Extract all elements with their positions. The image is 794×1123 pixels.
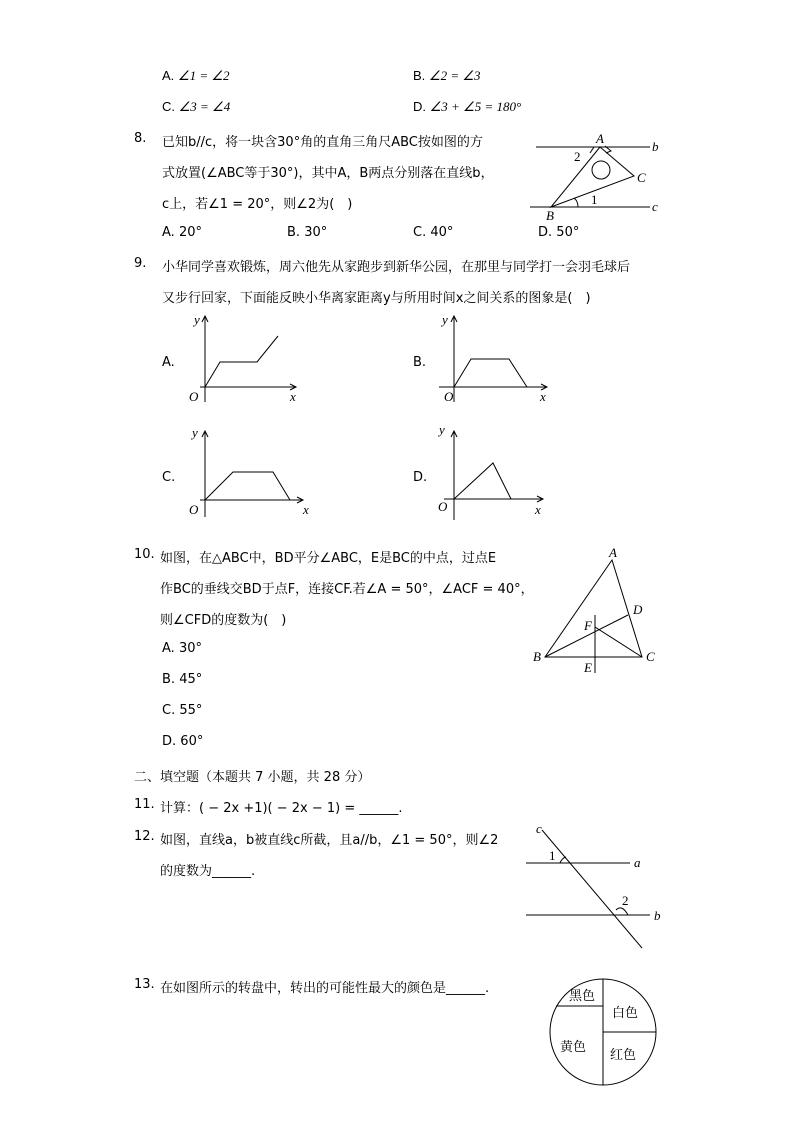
label-b-point: B (546, 208, 554, 223)
q9-graph-c (185, 425, 310, 520)
label-a: A (596, 131, 604, 146)
label-c-point: C (637, 170, 646, 185)
segment-cf (595, 627, 642, 657)
svg-text:O: O (189, 389, 199, 404)
svg-text:x: x (290, 389, 296, 404)
q12-stem-line-2: 的度数为______. (160, 864, 256, 879)
svg-text:E: E (584, 660, 592, 675)
q9-graph-a (185, 312, 305, 407)
angle1-arc (574, 198, 578, 207)
svg-text:y: y (194, 312, 200, 327)
q9-stem-line-1: 小华同学喜欢锻炼，周六他先从家跑步到新华公园，在那里与同学打一会羽毛球后 (162, 260, 631, 275)
line-c (542, 830, 642, 948)
q10-option-b: B. 45° (162, 672, 203, 687)
q10-number: 10. (134, 547, 155, 562)
label-c-line: c (652, 199, 658, 214)
svg-text:B: B (533, 649, 541, 664)
q12-figure (522, 822, 672, 952)
q8-stem-line-1: 已知b//c，将一块含30°角的直角三角尺ABC按如图的方 (162, 135, 483, 150)
q9-graph-c-label: C. (162, 470, 176, 485)
graph-c-curve (205, 472, 290, 500)
label-b: b (652, 139, 659, 154)
q13-number: 13. (134, 977, 155, 992)
q8-stem-line-3: c上，若∠1 = 20°，则∠2为( ) (162, 197, 353, 212)
q7-option-c: C. ∠3 = ∠4 (162, 99, 231, 114)
label-angle-2: 2 (574, 149, 581, 164)
angle2-arc (616, 908, 628, 915)
q10-stem-line-2: 作BC的垂线交BD于点F，连接CF.若∠A = 50°，∠ACF = 40°， (160, 582, 534, 597)
svg-text:c: c (536, 821, 542, 836)
q7-option-b: B. ∠2 = ∠3 (413, 68, 481, 83)
q8-option-d: D. 50° (538, 225, 580, 240)
q7-option-a: A. ∠1 = ∠2 (162, 68, 230, 83)
triangle-abc (545, 560, 642, 657)
svg-text:2: 2 (622, 893, 629, 908)
sector-white: 白色 (612, 1006, 639, 1021)
svg-text:a: a (634, 855, 641, 870)
q10-option-a: A. 30° (162, 641, 202, 656)
q8-figure (530, 130, 670, 222)
svg-text:1: 1 (549, 848, 556, 863)
q9-graph-d-label: D. (413, 470, 428, 485)
q13-spinner (548, 976, 660, 1088)
q8-number: 8. (134, 131, 147, 146)
graph-a-curve (205, 336, 278, 387)
q13-stem: 在如图所示的转盘中，转出的可能性最大的颜色是______. (160, 981, 490, 996)
q12-number: 12. (134, 829, 155, 844)
svg-text:D: D (633, 602, 643, 617)
q9-graph-d (434, 422, 554, 522)
svg-text:C: C (646, 649, 655, 664)
label-angle-1: 1 (591, 192, 598, 207)
svg-text:x: x (303, 502, 309, 517)
q10-figure (530, 545, 670, 680)
q9-graph-b (434, 312, 554, 407)
q9-stem-line-2: 又步行回家，下面能反映小华离家距离y与所用时间x之间关系的图象是( ) (162, 291, 591, 306)
svg-text:F: F (584, 618, 592, 633)
svg-text:O: O (444, 389, 454, 404)
section-title: 二、填空题（本题共 7 小题，共 28 分） (134, 770, 371, 785)
q12-stem-line-1: 如图，直线a，b被直线c所截，且a//b，∠1 = 50°，则∠2 (160, 833, 499, 848)
svg-text:O: O (189, 502, 199, 517)
q10-option-c: C. 55° (162, 703, 203, 718)
svg-text:y: y (439, 422, 445, 437)
graph-b-curve (454, 359, 527, 387)
svg-text:x: x (540, 389, 546, 404)
q8-stem-line-2: 式放置(∠ABC等于30°)，其中A，B两点分别落在直线b， (162, 166, 494, 181)
svg-text:O: O (438, 499, 448, 514)
angle2-arc (590, 147, 594, 153)
svg-text:y: y (442, 312, 448, 327)
svg-text:x: x (535, 502, 541, 517)
q7-option-d: D. ∠3 + ∠5 = 180° (413, 99, 522, 114)
q8-option-c: C. 40° (413, 225, 454, 240)
q10-stem-line-1: 如图，在△ABC中，BD平分∠ABC，E是BC的中点，过点E (160, 551, 497, 566)
triangle-hole (592, 161, 610, 179)
sector-red: 红色 (610, 1048, 637, 1063)
q10-stem-line-3: 则∠CFD的度数为( ) (160, 613, 287, 628)
svg-text:y: y (192, 425, 198, 440)
q10-option-d: D. 60° (162, 734, 204, 749)
q11-number: 11. (134, 797, 155, 812)
sector-yellow: 黄色 (560, 1040, 587, 1055)
svg-text:A: A (609, 545, 617, 560)
q11-stem: 计算：( − 2x +1)( − 2x − 1) = ______. (160, 801, 403, 816)
q8-option-a: A. 20° (162, 225, 202, 240)
q9-graph-b-label: B. (413, 355, 427, 370)
graph-d-curve (454, 463, 511, 499)
q9-number: 9. (134, 256, 147, 271)
q9-graph-a-label: A. (162, 355, 175, 370)
svg-text:b: b (654, 908, 661, 923)
sector-black: 黑色 (569, 989, 596, 1004)
q8-option-b: B. 30° (287, 225, 328, 240)
